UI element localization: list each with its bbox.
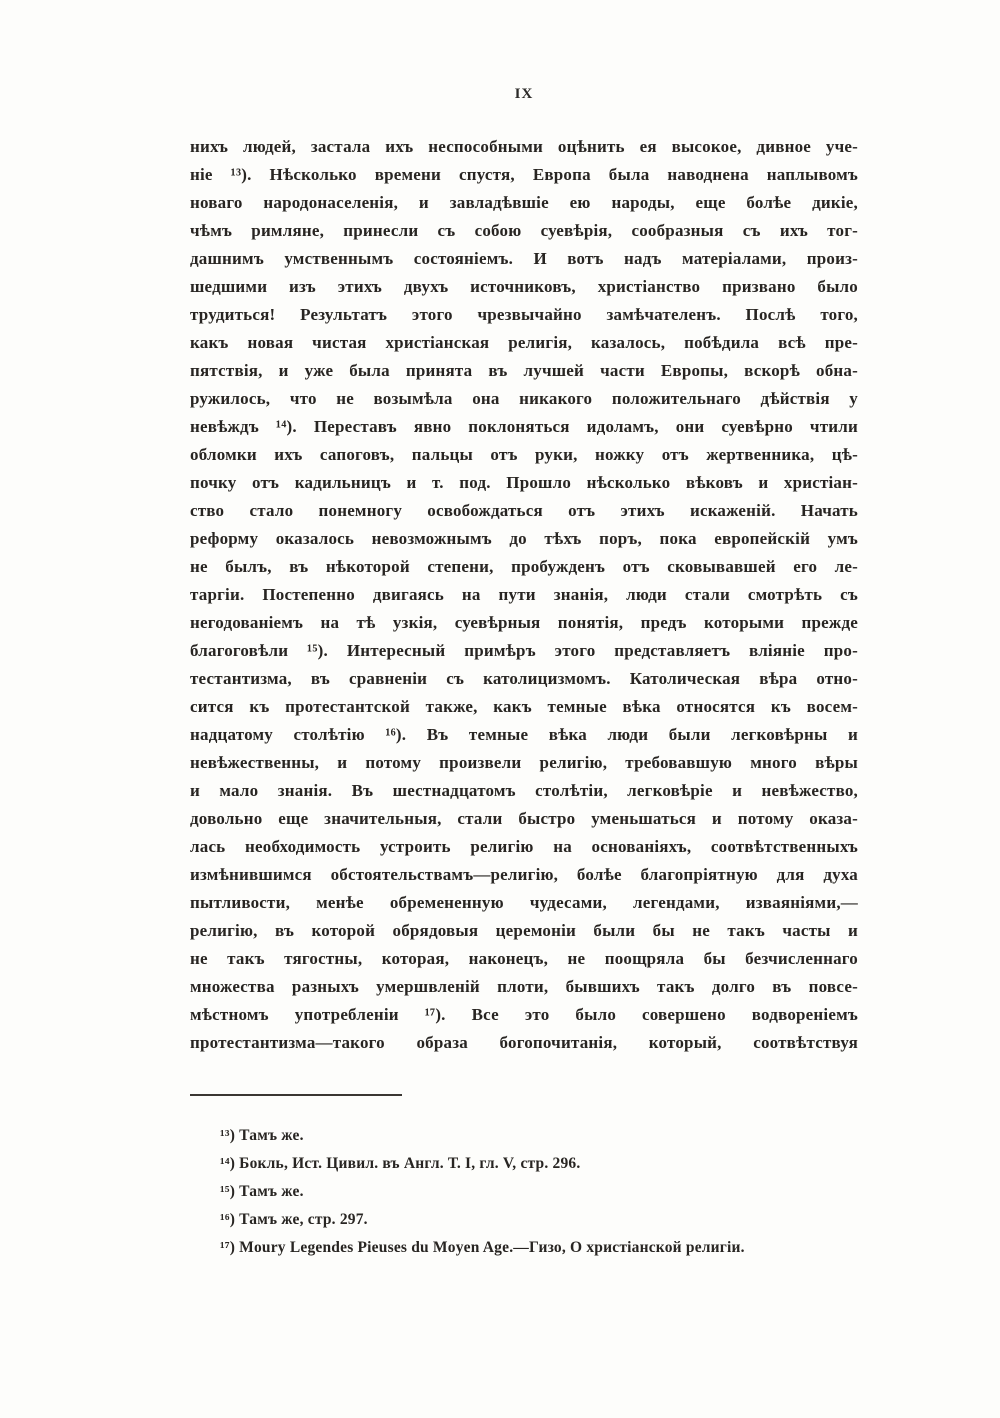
text-line: сится къ протестантской также, какъ темные вѣка относятся къ восем- [190, 697, 858, 716]
text-line: надцатому столѣтію ¹⁶). Въ темные вѣка люди были легковѣрны и [190, 725, 858, 744]
text-line: лась необходимость устроить религію на основаніяхъ, соотвѣтственныхъ [190, 837, 858, 856]
footnote: ¹³) Тамъ же. [220, 1127, 304, 1144]
text-line: нихъ людей, застала ихъ неспособными оцѣнить ея высокое, дивное уче- [190, 137, 858, 156]
text-line: невѣждъ ¹⁴). Переставъ явно поклоняться идоламъ, они суевѣрно чтили [190, 417, 858, 436]
text-line: какъ новая чистая христіанская религія, казалось, побѣдила всѣ пре- [190, 333, 858, 352]
footnotes [190, 1122, 858, 1262]
footnote-separator [190, 1094, 402, 1096]
text-line: шедшими изъ этихъ двухъ источниковъ, христіанство призвано было [190, 277, 858, 296]
text-line: невѣжественны, и потому произвели религію, требовавшую много вѣры [190, 753, 858, 772]
text-line: пытливости, менѣе обремененную чудесами, легендами, изваяніями,— [190, 893, 858, 912]
text-line: благоговѣли ¹⁵). Интересный примѣръ этого представляетъ вліяніе про- [190, 641, 858, 660]
text-line: не былъ, въ нѣкоторой степени, пробужденъ отъ сковывавшей его ле- [190, 557, 858, 576]
text-line: измѣнившимся обстоятельствамъ—религію, болѣе благопріятную для духа [190, 865, 858, 884]
text-line: ніе ¹³). Нѣсколько времени спустя, Европа была наводнена наплывомъ [190, 165, 858, 184]
page-number: IX [514, 86, 534, 102]
footnote: ¹⁴) Бокль, Ист. Цивил. въ Англ. Т. I, гл. V, стр. 296. [220, 1155, 581, 1172]
text-line: обломки ихъ сапоговъ, пальцы отъ руки, ножку отъ жертвенника, цѣ- [190, 445, 858, 464]
footnote: ¹⁵) Тамъ же. [220, 1183, 304, 1200]
text-line: множества разныхъ умершвленій плоти, бывшихъ такъ долго въ повсе- [190, 977, 858, 996]
text-line: реформу оказалось невозможнымъ до тѣхъ поръ, пока европейскій умъ [190, 529, 858, 548]
text-line: новаго народонаселенія, и завладѣвшіе ею народы, еще болѣе дикіе, [190, 193, 858, 212]
text-line: дашнимъ умственнымъ состояніемъ. И вотъ надъ матеріалами, произ- [190, 249, 858, 268]
footnote: ¹⁷) Moury Legendes Pieuses du Moyen Age.—Гизо, О христіанской религіи. [220, 1239, 745, 1256]
text-line: не такъ тягостны, которая, наконецъ, не поощряла бы безчисленнаго [190, 949, 858, 968]
text-line: ство стало понемногу освобождаться отъ этихъ искаженій. Начать [190, 501, 858, 520]
text-line: почку отъ кадильницъ и т. под. Прошло нѣсколько вѣковъ и христіан- [190, 473, 858, 492]
text-line: пятствія, и уже была принята въ лучшей части Европы, вскорѣ обна- [190, 361, 858, 380]
text-line: ружилось, что не возымѣла она никакого положительнаго дѣйствія у [190, 389, 858, 408]
text-line: и мало знанія. Въ шестнадцатомъ столѣтіи, легковѣріе и невѣжество, [190, 781, 858, 800]
text-line: негодованіемъ на тѣ узкія, суевѣрныя понятія, предъ которыми прежде [190, 613, 858, 632]
text-line: трудиться! Результатъ этого чрезвычайно замѣчателенъ. Послѣ того, [190, 305, 858, 324]
text-line: таргіи. Постепенно двигаясь на пути знанія, люди стали смотрѣть съ [190, 585, 858, 604]
text-line: религію, въ которой обрядовыя церемоніи были бы не такъ часты и [190, 921, 858, 940]
text-line: тестантизма, въ сравненіи съ католицизмомъ. Католическая вѣра отно- [190, 669, 858, 688]
text-line: протестантизма—такого образа богопочитанія, который, соотвѣтствуя [190, 1033, 858, 1052]
footnote: ¹⁶) Тамъ же, стр. 297. [220, 1211, 368, 1228]
text-line: довольно еще значительныя, стали быстро уменьшаться и потому оказа- [190, 809, 858, 828]
text-line: чѣмъ римляне, принесли съ собою суевѣрія, сообразныя съ ихъ тог- [190, 221, 858, 240]
text-line: мѣстномъ употребленіи ¹⁷). Все это было совершено водвореніемъ [190, 1005, 858, 1024]
page-body-text [190, 133, 858, 1057]
